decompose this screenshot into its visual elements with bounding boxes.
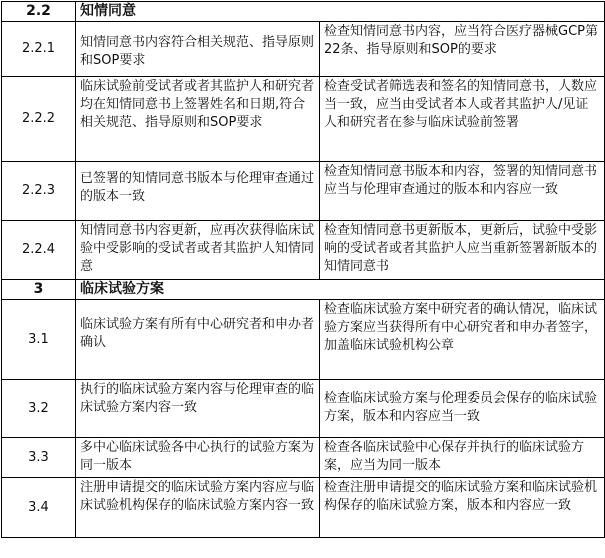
item-requirement: 临床试验前受试者或者其监护人和研究者均在知情同意书上签署姓名和日期,符合相关规范、指导原则和SOP要求 — [76, 77, 320, 162]
section-title: 临床试验方案 — [76, 280, 605, 300]
table-row — [2, 478, 605, 538]
item-number: 3.2 — [2, 380, 76, 438]
item-requirement: 多中心临床试验各中心执行的试验方案为同一版本 — [76, 438, 320, 478]
section-header-row — [2, 280, 605, 300]
item-requirement: 执行的临床试验方案内容与伦理审查的临床试验方案内容一致 — [76, 380, 320, 438]
item-check-method: 检查临床试验方案中研究者的确认情况，临床试验方案应当获得所有中心研究者和申办者签字，加盖临床试验机构公章 — [320, 300, 605, 380]
item-number: 3.4 — [2, 478, 76, 538]
item-number: 2.2.1 — [2, 22, 76, 77]
item-number: 2.2.2 — [2, 77, 76, 162]
inspection-table — [1, 1, 605, 538]
item-number: 3.3 — [2, 438, 76, 478]
section-number: 3 — [2, 280, 76, 300]
section-title: 知情同意 — [76, 2, 605, 22]
item-requirement: 注册申请提交的临床试验方案内容应与临床试验机构保存的临床试验方案内容一致 — [76, 478, 320, 538]
item-number: 2.2.3 — [2, 162, 76, 221]
section-header-row — [2, 2, 605, 22]
table-row — [2, 77, 605, 162]
item-check-method: 检查注册申请提交的临床试验方案和临床试验机构保存的临床试验方案，版本和内容应一致 — [320, 478, 605, 538]
table-row — [2, 221, 605, 280]
item-requirement: 已签署的知情同意书版本与伦理审查通过的版本一致 — [76, 162, 320, 221]
table-row — [2, 162, 605, 221]
item-check-method: 检查受试者筛选表和签名的知情同意书，人数应当一致，应当由受试者本人或者其监护人/见证人和研究者在参与临床试验前签署 — [320, 77, 605, 162]
table-row — [2, 22, 605, 77]
table-row — [2, 380, 605, 438]
item-requirement: 知情同意书内容符合相关规范、指导原则和SOP要求 — [76, 22, 320, 77]
item-requirement: 知情同意书内容更新，应再次获得临床试验中受影响的受试者或者其监护人知情同意 — [76, 221, 320, 280]
item-number: 3.1 — [2, 300, 76, 380]
item-check-method: 检查知情同意书更新版本，更新后，试验中受影响的受试者或者其监护人应当重新签署新版本的知情同意书 — [320, 221, 605, 280]
item-number: 2.2.4 — [2, 221, 76, 280]
table-row — [2, 300, 605, 380]
item-check-method: 检查临床试验方案与伦理委员会保存的临床试验方案，版本和内容应当一致 — [320, 380, 605, 438]
item-check-method: 检查各临床试验中心保存并执行的临床试验方案，应当为同一版本 — [320, 438, 605, 478]
section-number: 2.2 — [2, 2, 76, 22]
item-requirement: 临床试验方案有所有中心研究者和申办者确认 — [76, 300, 320, 380]
item-check-method: 检查知情同意书版本和内容，签署的知情同意书应当与伦理审查通过的版本和内容应一致 — [320, 162, 605, 221]
item-check-method: 检查知情同意书内容，应当符合医疗器械GCP第22条、指导原则和SOP的要求 — [320, 22, 605, 77]
table-row — [2, 438, 605, 478]
